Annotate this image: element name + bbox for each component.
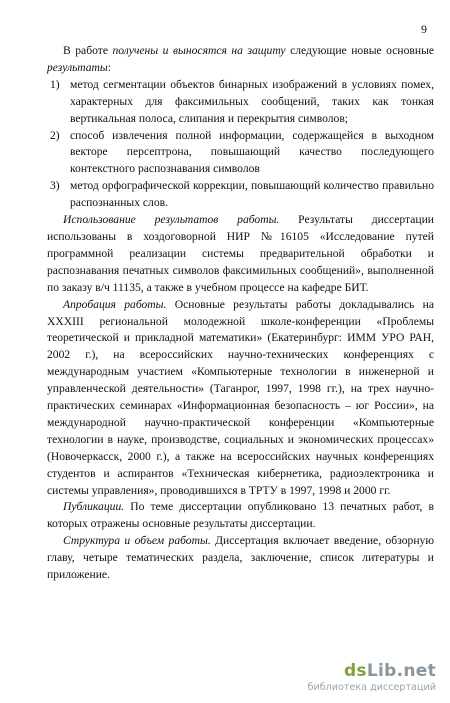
dslib-logo: dsLib.net bbox=[343, 661, 436, 681]
publications-heading: Публикации. bbox=[63, 500, 125, 514]
page-number: 9 bbox=[421, 22, 427, 36]
intro-emphasis-results: результаты bbox=[47, 60, 108, 74]
result-item: 3) метод орфографической коррекции, повышающий количество правильно распознанных слов. bbox=[50, 179, 434, 210]
publications-paragraph: Публикации. По теме диссертации опубликовано 13 печатных работ, в которых отражены основные результаты диссертации. bbox=[47, 500, 434, 531]
usage-paragraph: Использование результатов работы. Результаты диссертации использованы в хоздоговорной НИР №16105 «Исследование путей программной реализации системы предварительной обработки и распознавания печатных символов факсимильных сообщений», выполненной по заказу в/ч 11135, а также в учебном процессе на кафедре БИТ. bbox=[47, 213, 435, 294]
results-list bbox=[47, 77, 434, 212]
dslib-watermark bbox=[308, 661, 436, 693]
result-item: 2) способ извлечения полной информации, содержащейся в выходном векторе персептрона, повышающий качество последующего контекстного распознавания символов bbox=[50, 128, 434, 176]
approbation-paragraph: Апробация работы. Основные результаты работы докладывались на XXXIII региональной молодежной школе-конференции «Проблемы теоретической и прикладной математики» (Екатеринбург: ИММ УРО РАН, 2002 г.), на всероссийских научно-технических конференциях с международным участием «Компьютерные технологии в инженерной и управленческой деятельности» (Таганрог, 1997, 1998 гг.), на трех научно-практических семинарах «Информационная безопасность – юг России», на международной научно-практической конференции «Компьютерные технологии в науке, производстве, социальных и экономических процессах» (Новочеркасск, 2000 г.), а также на всероссийских научных конференциях студентов и аспирантов «Техническая кибернетика, радиоэлектроника и системы управления», проводившихся в ТРТУ в 1997, 1998 и 2000 гг. bbox=[47, 297, 434, 497]
approbation-heading: Апробация работы. bbox=[63, 297, 167, 311]
result-item: 1) метод сегментации объектов бинарных изображений в условиях помех, характерных для факсимильных сообщений, таких как тонкая вертикальная полоса, слипания и перекрытия символов; bbox=[50, 77, 434, 125]
document-body bbox=[47, 43, 434, 584]
structure-heading: Структура и объем работы. bbox=[63, 534, 211, 548]
usage-heading: Использование результатов работы. bbox=[63, 213, 280, 227]
results-intro: В работе получены и выносятся на защиту следующие новые основные результаты: bbox=[47, 44, 435, 74]
dslib-subtitle: библиотека диссертаций bbox=[307, 682, 436, 693]
intro-emphasis: получены и выносятся на защиту bbox=[112, 44, 286, 57]
structure-paragraph: Структура и объем работы. Диссертация включает введение, обзорную главу, четыре тематических раздела, заключение, список литературы и приложение. bbox=[47, 534, 434, 582]
